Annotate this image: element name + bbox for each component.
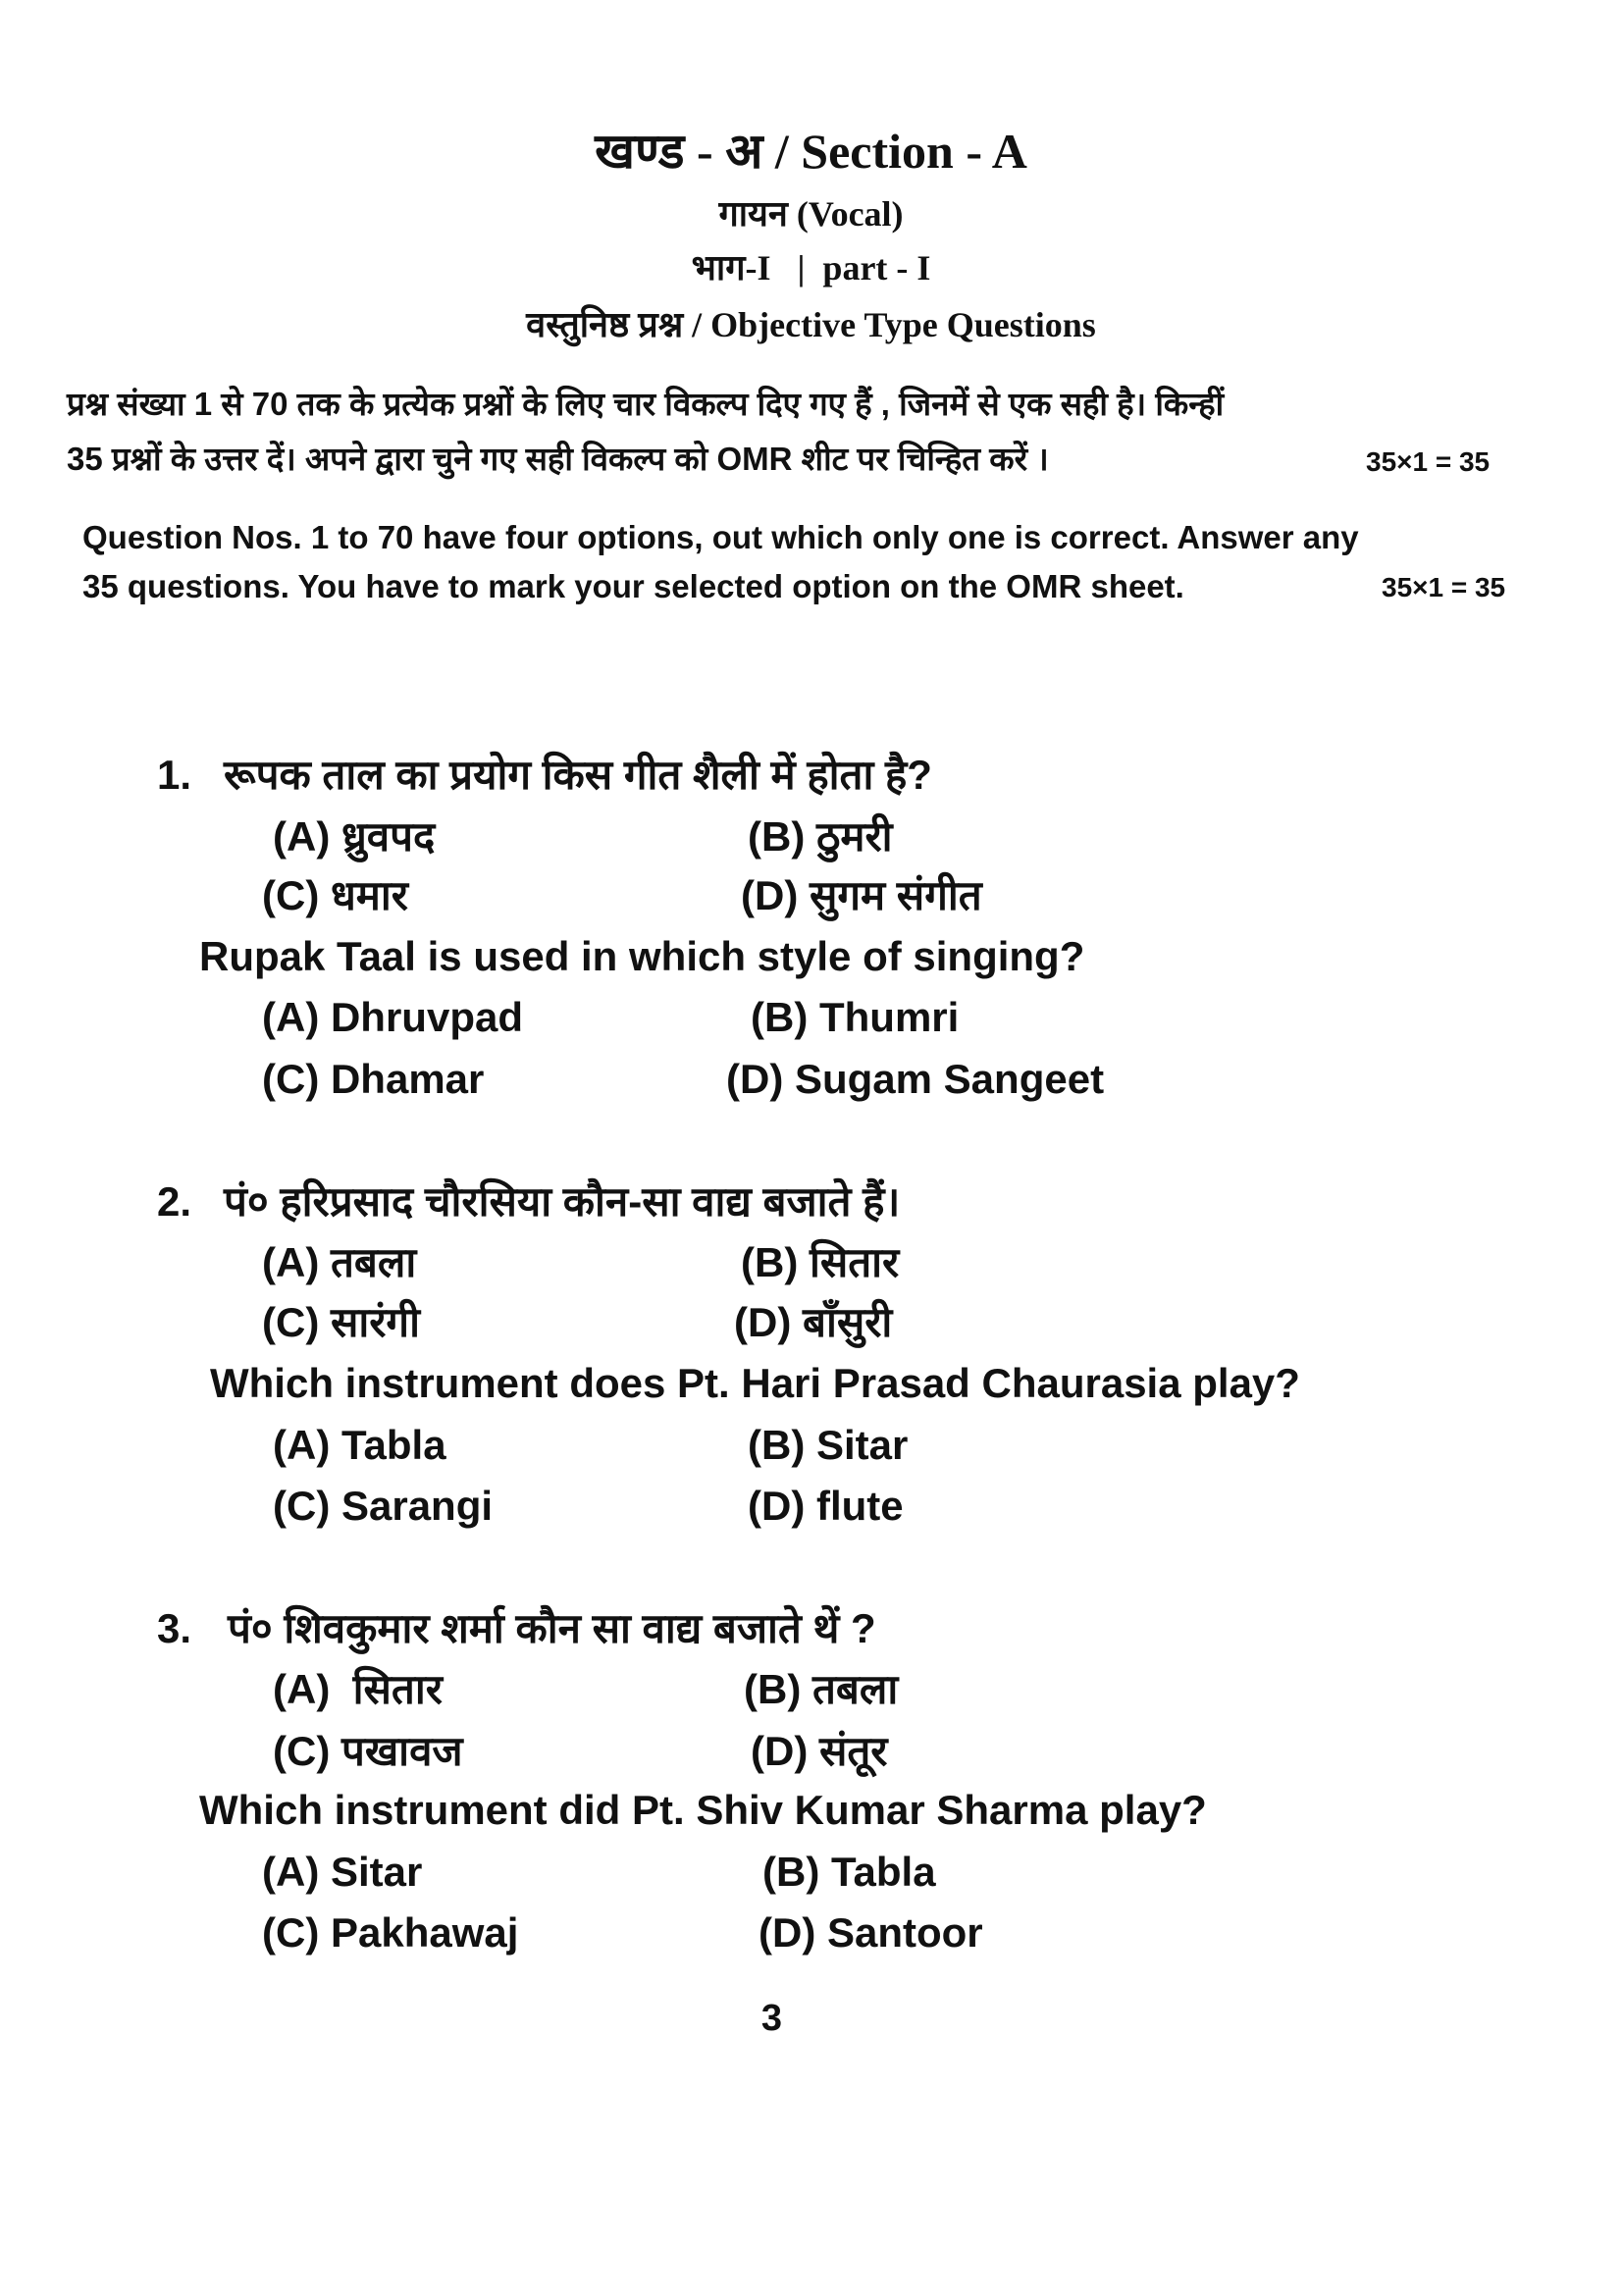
instructions-hindi-line2: 35 प्रश्नों के उत्तर दें। अपने द्वारा चुने गए सही विकल्प को OMR शीट पर चिन्हित करें । (67, 441, 1049, 477)
question-number: 1. (157, 752, 192, 798)
option-hindi-c: (C) पखावज (273, 1728, 463, 1774)
option-hindi-c: (C) सारंगी (262, 1299, 420, 1345)
instructions-hindi-line1: प्रश्न संख्या 1 से 70 तक के प्रत्येक प्रश्नों के लिए चार विकल्प दिए गए हैं , जिनमें से एक सही है। किन्हीं (67, 386, 1225, 422)
option-english-b: (B) Tabla (762, 1849, 936, 1895)
option-english-d: (D) Sugam Sangeet (726, 1056, 1105, 1102)
subject-title: गायन (Vocal) (718, 194, 904, 234)
option-hindi-b: (B) तबला (744, 1666, 899, 1712)
question-english: Which instrument does Pt. Hari Prasad Chaurasia play? (210, 1360, 1300, 1406)
option-english-b: (B) Thumri (751, 994, 960, 1040)
option-english-c: (C) Pakhawaj (262, 1909, 519, 1956)
question-english: Rupak Taal is used in which style of singing? (199, 933, 1085, 979)
part-title: भाग-I | part - I (691, 248, 931, 287)
option-hindi-d: (D) संतूर (751, 1728, 888, 1774)
instructions-english-marks: 35×1 = 35 (1382, 572, 1506, 602)
option-english-c: (C) Sarangi (273, 1483, 494, 1529)
question-type-title: वस्तुनिष्ठ प्रश्न / Objective Type Questions (526, 305, 1096, 344)
option-english-d: (D) Santoor (759, 1909, 983, 1956)
option-english-a: (A) Sitar (262, 1849, 423, 1895)
option-hindi-d: (D) बाँसुरी (734, 1299, 893, 1345)
option-hindi-a: (A) तबला (262, 1239, 417, 1285)
option-english-a: (A) Tabla (273, 1422, 446, 1468)
option-hindi-a: (A) सितार (273, 1666, 443, 1712)
option-english-c: (C) Dhamar (262, 1056, 485, 1102)
option-english-b: (B) Sitar (748, 1422, 909, 1468)
instructions-english-line1: Question Nos. 1 to 70 have four options, out which only one is correct. Answer any (82, 519, 1359, 555)
option-hindi-a: (A) ध्रुवपद (273, 813, 436, 860)
question-number: 2. (157, 1178, 192, 1225)
option-hindi-b: (B) ठुमरी (748, 813, 893, 860)
question-hindi: पं० हरिप्रसाद चौरसिया कौन-सा वाद्य बजाते हैं। (224, 1178, 901, 1225)
option-hindi-c: (C) धमार (262, 872, 408, 918)
instructions-hindi-marks: 35×1 = 35 (1366, 446, 1491, 477)
question-number: 3. (157, 1605, 192, 1651)
option-english-a: (A) Dhruvpad (262, 994, 523, 1040)
page-number: 3 (760, 1998, 783, 2039)
question-english: Which instrument did Pt. Shiv Kumar Sharma play? (199, 1787, 1207, 1833)
question-hindi: पं० शिवकुमार शर्मा कौन सा वाद्य बजाते थें ? (228, 1605, 876, 1651)
option-hindi-d: (D) सुगम संगीत (741, 872, 982, 918)
question-hindi: रूपक ताल का प्रयोग किस गीत शैली में होता है? (224, 752, 932, 798)
option-english-d: (D) flute (748, 1483, 904, 1529)
instructions-english-line2: 35 questions. You have to mark your selected option on the OMR sheet. (82, 568, 1184, 604)
section-title: खण्ड - अ / Section - A (595, 124, 1027, 179)
option-hindi-b: (B) सितार (741, 1239, 900, 1285)
